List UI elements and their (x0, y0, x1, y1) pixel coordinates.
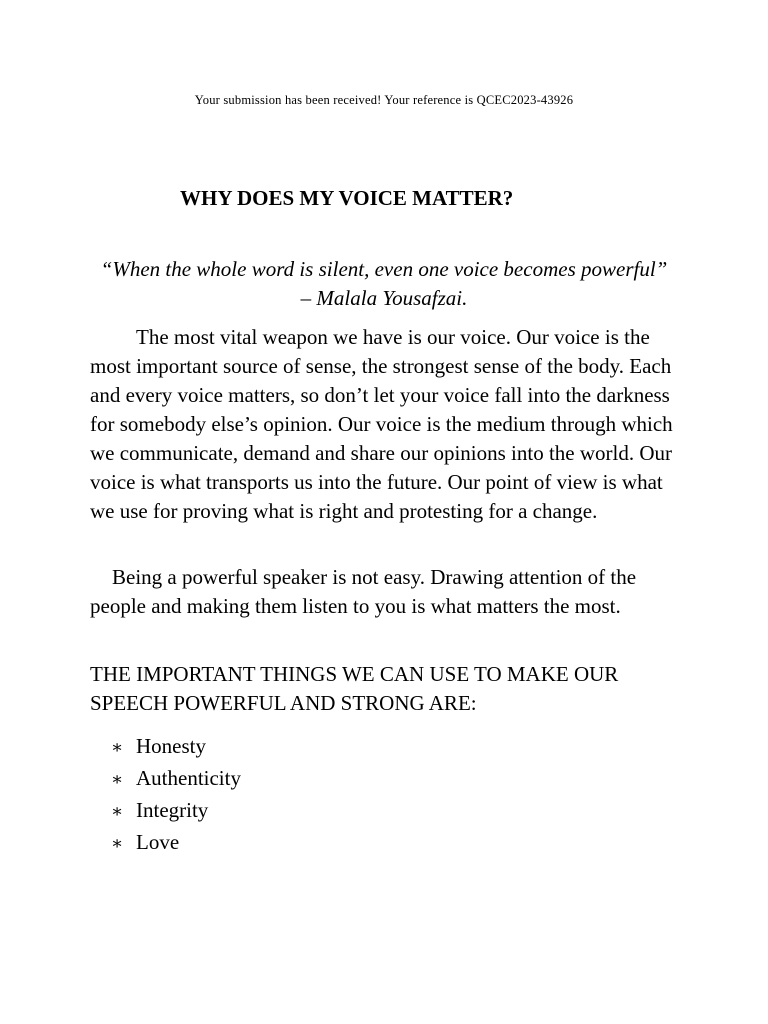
paragraph-powerful-speaker: Being a powerful speaker is not easy. Drawing attention of the people and making them listen to you is what matters the most. (90, 565, 637, 618)
list-item (111, 795, 241, 827)
paragraph-voice-weapon: The most vital weapon we have is our voice. Our voice is the most important source of sense, the strongest sense of the body. Each and every voice matters, so don’t let your voice fall into the darkness for somebody else’s opinion. Our voice is the medium through which we communicate, demand and share our opinions into the world. Our voice is what transports us into the future. Our point of view is what we use for proving what is right and protesting for a change. (90, 325, 673, 523)
list-item-label: Love (136, 830, 180, 854)
list-item (111, 827, 241, 859)
qualities-list (111, 731, 241, 859)
asterisk-bullet-icon: ∗ (111, 737, 124, 757)
submission-notice: Your submission has been received! Your reference is QCEC2023-43926 (194, 93, 574, 107)
document-title: WHY DOES MY VOICE MATTER? (180, 186, 514, 210)
list-item (111, 763, 241, 795)
opening-quote: “When the whole word is silent, even one voice becomes powerful” – Malala Yousafzai. (100, 257, 668, 310)
asterisk-bullet-icon: ∗ (111, 801, 124, 821)
asterisk-bullet-icon: ∗ (111, 769, 124, 789)
paragraph-important-things: THE IMPORTANT THINGS WE CAN USE TO MAKE OUR SPEECH POWERFUL AND STRONG ARE: (90, 662, 619, 715)
asterisk-bullet-icon: ∗ (111, 833, 124, 853)
list-item-label: Authenticity (136, 766, 241, 790)
list-item-label: Honesty (136, 734, 206, 758)
list-item-label: Integrity (136, 798, 209, 822)
list-item (111, 731, 241, 763)
